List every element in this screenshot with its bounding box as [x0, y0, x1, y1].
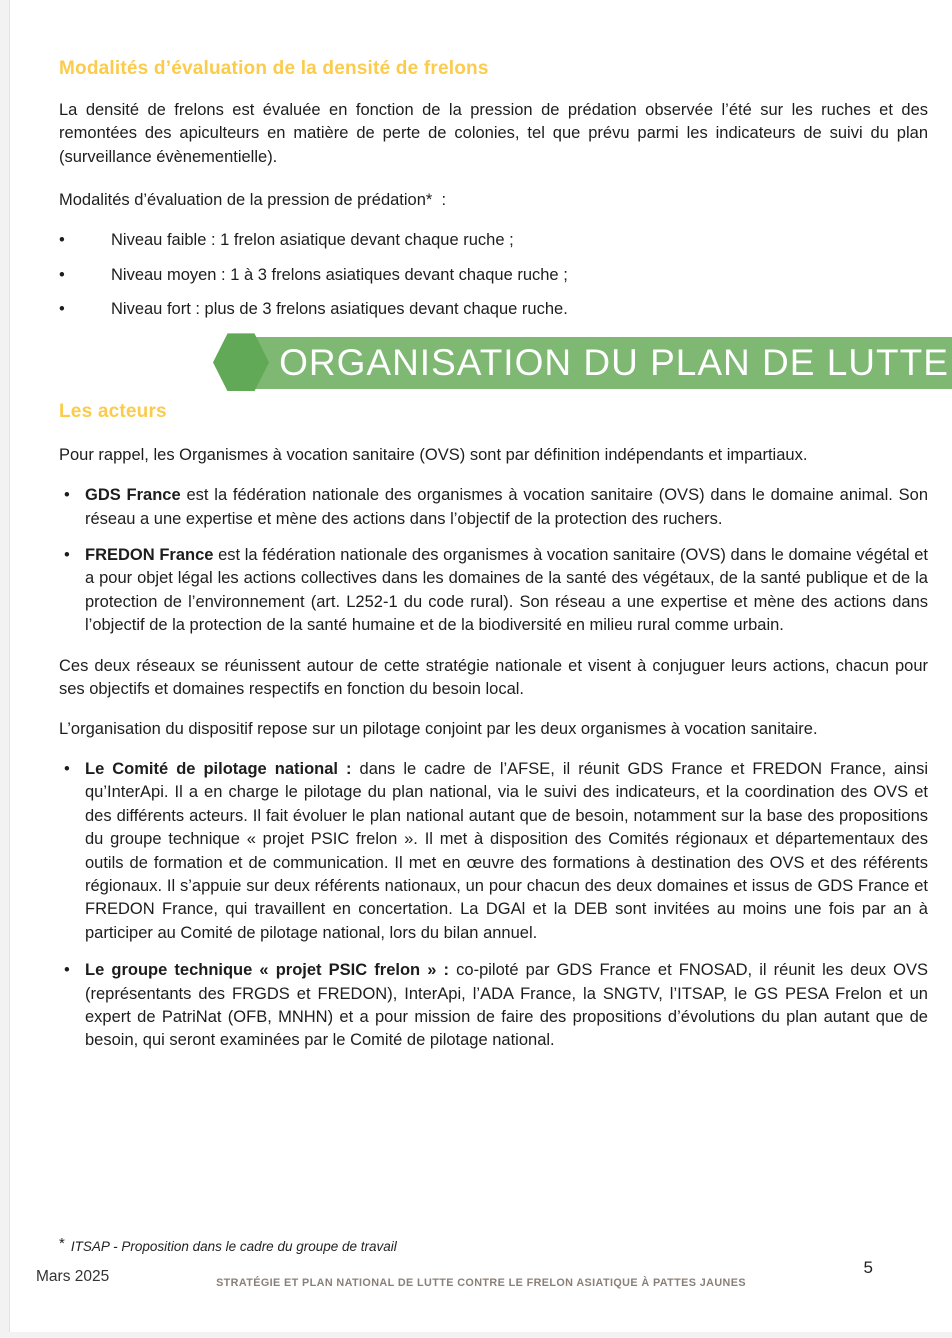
org-name-bold: GDS France — [85, 486, 181, 505]
list-item-groupe-technique — [59, 959, 928, 1053]
list-item-text — [85, 544, 928, 638]
group-description: co-piloté par GDS France et FNOSAD, il réunit les deux OVS (représentants des FRGDS et FREDON), InterApi, l’ADA France, la SNGTV, l’ITSAP, le GS PESA Frelon et un expert de PatriNat (OFB, MNHN) et a pour mission de faire des propositions d’évolutions du plan autant que de besoin, qui seront examinées par le Comité de pilotage national. — [85, 961, 929, 1050]
org-description: est la fédération nationale des organismes à vocation sanitaire (OVS) dans le domaine végétal et a pour objet légal les actions collectives dans les domaines de la santé des végétaux, de la santé publique et de la protection de l’environnement (art. L252-1 du code rural). Son réseau a une expertise et mène des actions dans l’objectif de la protection de la santé humaine et de la biodiversité en milieu rural comme urbain. — [85, 546, 929, 635]
list-item-text: Niveau faible : 1 frelon asiatique devant chaque ruche ; — [111, 231, 514, 250]
list-item-gds-france — [59, 484, 928, 531]
group-name-bold: Le Comité de pilotage national : — [85, 759, 352, 778]
bullet-icon: • — [64, 961, 70, 980]
footer-document-title: STRATÉGIE ET PLAN NATIONAL DE LUTTE CONTRE LE FRELON ASIATIQUE À PATTES JAUNES — [216, 1277, 746, 1289]
bullet-icon: • — [59, 231, 65, 250]
paragraph-organisation: L’organisation du dispositif repose sur un pilotage conjoint par les deux organismes à vocation sanitaire. — [59, 720, 818, 738]
footer-date: Mars 2025 — [36, 1268, 110, 1285]
bullet-icon: • — [64, 759, 70, 778]
group-description: dans le cadre de l’AFSE, il réunit GDS France et FREDON France, ainsi qu’InterApi. Il a en charge le pilotage du plan national, via le suivi des indicateurs, et la coordination des OVS et des différents acteurs. Il fait évoluer le plan national autant que de besoin, notamment sur la base des propositions du groupe technique « projet PSIC frelon ». Il met à disposition des Comités régionaux et départementaux des outils de formation et de communication. Il met en œuvre des formations à destination des OVS et des référents régionaux. Il s’appuie sur deux référents nationaux, un pour chacun des deux domaines et issus de GDS France et FREDON France, qui travaillent en concertation. La DGAl et la DEB sont invitées au moins une fois par an à participer au Comité de pilotage national, lors du bilan annuel. — [85, 759, 928, 942]
footnote-text: ITSAP - Proposition dans le cadre du groupe de travail — [70, 1239, 397, 1254]
list-item-comite-pilotage — [59, 758, 928, 945]
list-item-text — [85, 959, 928, 1053]
paragraph-modalites-pression: Modalités d’évaluation de la pression de prédation* : — [59, 191, 447, 210]
footnote — [59, 1235, 397, 1255]
paragraph-acteurs-intro: Pour rappel, les Organismes à vocation sanitaire (OVS) sont par définition indépendants et impartiaux. — [59, 446, 808, 465]
list-item-niveau-moyen — [59, 264, 928, 287]
paragraph-reseaux: Ces deux réseaux se réunissent autour de cette stratégie nationale et visent à conjuguer leurs actions, chacun pour ses objectifs et domaines respectifs en fonction du besoin local. — [59, 656, 928, 699]
list-item-niveau-faible — [59, 229, 928, 252]
footnote-asterisk: * — [59, 1235, 65, 1252]
bullet-icon: • — [64, 546, 70, 565]
banner-title: ORGANISATION DU PLAN DE LUTTE — [279, 342, 949, 384]
bullet-icon: • — [59, 265, 65, 284]
list-item-text: Niveau fort : plus de 3 frelons asiatiques devant chaque ruche. — [111, 299, 568, 318]
paragraph-density-intro: La densité de frelons est évaluée en fonction de la pression de prédation observée l’été sur les ruches et des remontées des apiculteurs en matière de perte de colonies, tel que prévu parmi les indicateurs de suivi du plan (surveillance évènementielle). — [59, 101, 928, 166]
group-name-bold: Le groupe technique « projet PSIC frelon » : — [85, 961, 450, 980]
bullet-icon: • — [64, 486, 70, 505]
page-number: 5 — [863, 1258, 873, 1277]
list-item-niveau-fort — [59, 298, 928, 321]
bullet-icon: • — [59, 299, 65, 318]
section-banner — [230, 337, 952, 389]
document-page — [9, 0, 952, 1332]
section-heading-acteurs: Les acteurs — [59, 401, 167, 423]
list-item-fredon-france — [59, 544, 928, 638]
list-item-text: Niveau moyen : 1 à 3 frelons asiatiques devant chaque ruche ; — [111, 265, 568, 284]
section-heading-density: Modalités d’évaluation de la densité de frelons — [59, 58, 489, 79]
org-description: est la fédération nationale des organismes à vocation sanitaire (OVS) dans le domaine animal. Son réseau a une expertise et mène des actions dans l’objectif de la protection des ruchers. — [85, 486, 929, 528]
list-item-text — [85, 484, 928, 531]
org-name-bold: FREDON France — [85, 546, 214, 565]
list-item-text — [85, 758, 928, 945]
page-content — [10, 57, 952, 1053]
